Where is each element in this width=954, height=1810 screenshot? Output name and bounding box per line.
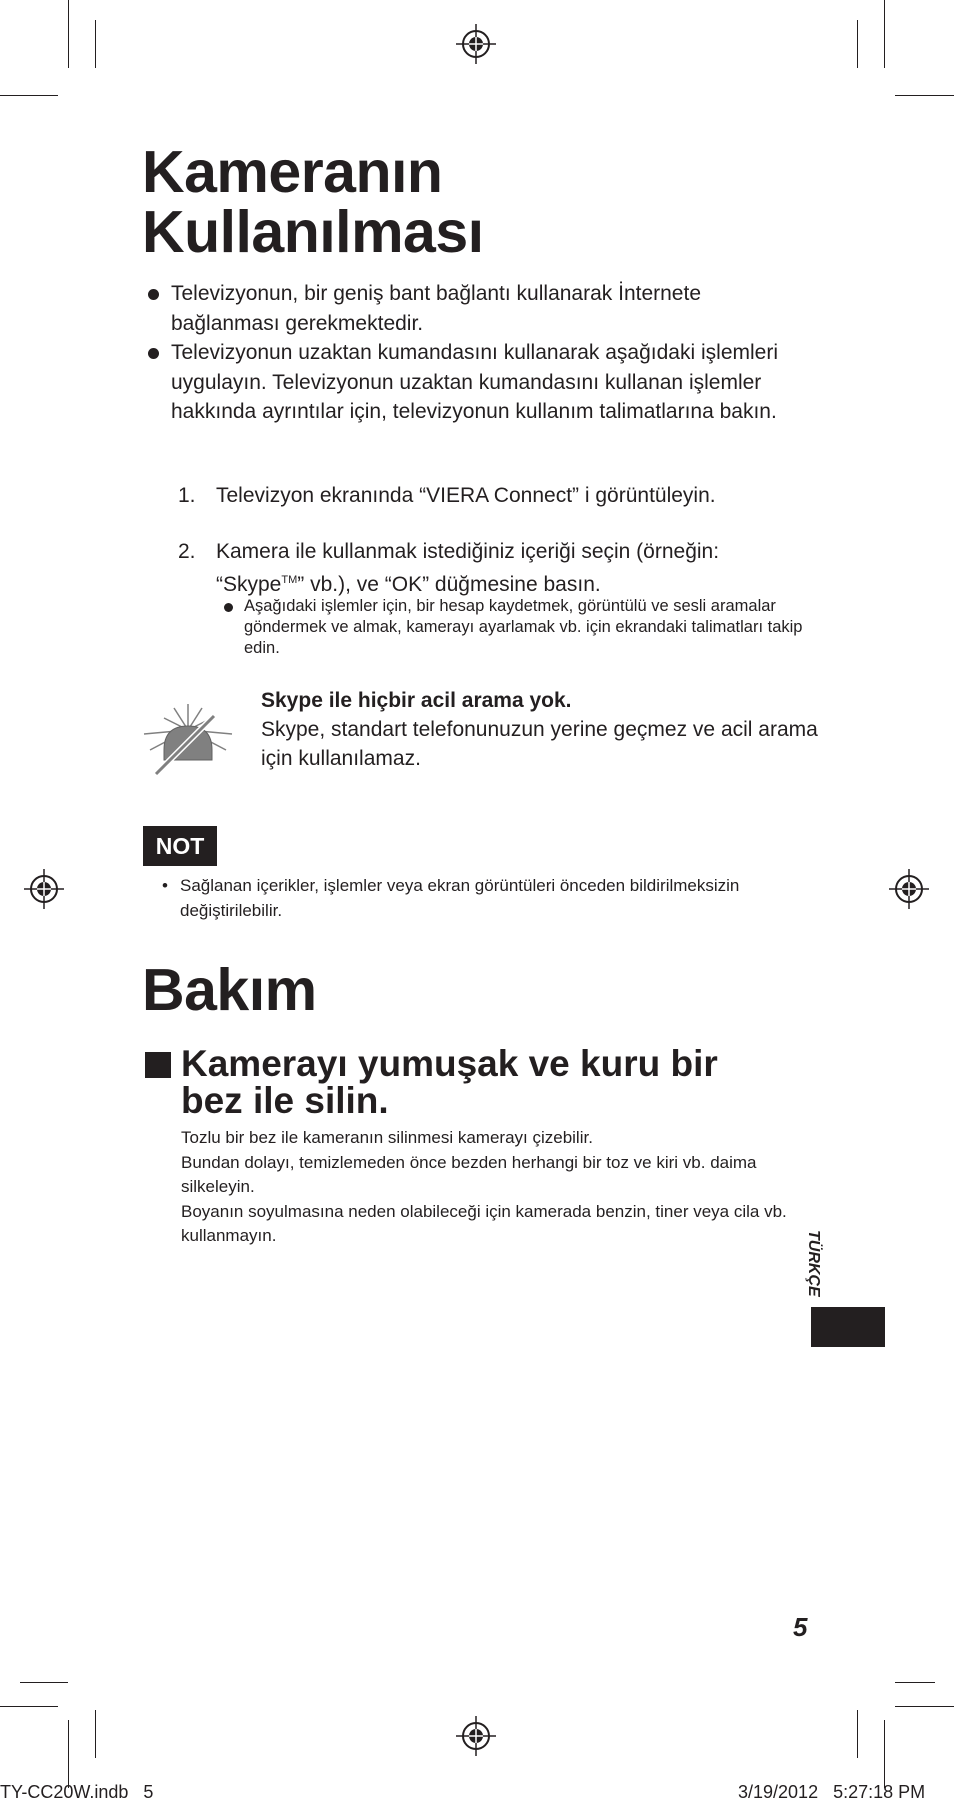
- paragraph-line: Bundan dolayı, temizlemeden önce bezden herhangi bir toz ve kiri vb. daima silkeleyin.: [181, 1152, 757, 1196]
- note-text: Sağlanan içerikler, işlemler veya ekran görüntüleri önceden bildirilmeksizin değiştirilebilir.: [180, 876, 740, 920]
- crop-mark: [68, 1720, 69, 1788]
- paragraph-line: Tozlu bir bez ile kameranın silinmesi kamerayı çizebilir.: [181, 1128, 593, 1147]
- emergency-warning: [261, 686, 821, 773]
- page-number: 5: [793, 1612, 808, 1642]
- requirements-list: [146, 279, 786, 427]
- registration-mark-icon: [889, 869, 929, 909]
- crop-mark: [95, 20, 96, 68]
- step-number: 2.: [178, 540, 196, 563]
- registration-mark-icon: [456, 24, 496, 64]
- subheading-line: Kamerayı yumuşak ve kuru bir: [181, 1043, 718, 1084]
- language-label: TÜRKÇE: [805, 1230, 822, 1297]
- bullet-icon: [224, 603, 233, 612]
- crop-mark: [895, 95, 954, 96]
- step-text-line: [216, 566, 806, 599]
- subheading-line: bez ile silin.: [181, 1080, 389, 1121]
- registration-mark-icon: [456, 1716, 496, 1756]
- step-number: 1.: [178, 484, 196, 507]
- title-line: Kullanılması: [142, 199, 484, 265]
- crop-mark: [857, 20, 858, 68]
- step-text-part: ” vb.), ve “OK” düğmesine basın.: [297, 573, 601, 596]
- bullet-icon: [148, 348, 159, 359]
- crop-mark: [895, 1706, 954, 1707]
- crop-mark: [895, 1682, 935, 1683]
- crop-mark: [884, 1720, 885, 1788]
- crop-mark: [20, 1682, 68, 1683]
- footer-datetime: 3/19/2012 5:27:18 PM: [738, 1782, 926, 1802]
- sub-bullet: [218, 596, 808, 659]
- section-title-maintenance: Bakım: [142, 957, 317, 1023]
- note-item: [162, 873, 780, 923]
- subheading-text: [181, 1045, 821, 1119]
- list-item-text: Televizyonun, bir geniş bant bağlantı kullanarak İnternete bağlanması gerekmektedir.: [171, 282, 702, 335]
- bullet-icon: [148, 289, 159, 300]
- warning-title: Skype ile hiçbir acil arama yok.: [261, 689, 572, 712]
- no-emergency-call-icon: [140, 700, 236, 780]
- language-tab: [811, 1307, 885, 1347]
- maintenance-text: [181, 1126, 801, 1249]
- title-line: Kameranın: [142, 139, 443, 205]
- crop-mark: [0, 1706, 58, 1707]
- step-text-part: “Skype: [216, 573, 282, 596]
- note-label: NOT: [143, 826, 217, 866]
- crop-mark: [0, 95, 58, 96]
- sub-bullet-text: Aşağıdaki işlemler için, bir hesap kaydetmek, görüntülü ve sesli aramalar göndermek ve almak, kamerayı ayarlamak vb. için ekrandaki talimatları takip edin.: [244, 597, 803, 657]
- warning-text: Skype, standart telefonunuzun yerine geçmez ve acil arama için kullanılamaz.: [261, 718, 818, 770]
- step-text: [216, 537, 806, 599]
- crop-mark: [884, 0, 885, 68]
- list-item: [146, 338, 786, 427]
- trademark-mark: TM: [281, 574, 298, 586]
- bullet-mark: •: [162, 876, 168, 895]
- crop-mark: [95, 1710, 96, 1758]
- crop-mark: [68, 0, 69, 68]
- list-item-text: Televizyonun uzaktan kumandasını kullanarak aşağıdaki işlemleri uygulayın. Televizyonun uzaktan kumandasını kullanan işlemler hakkında ayrıntılar için, televizyonun kullanım talimatlarına bakın.: [171, 341, 778, 423]
- registration-mark-icon: [24, 869, 64, 909]
- step-text-line: Kamera ile kullanmak istediğiniz içeriği seçin (örneğin:: [216, 540, 720, 563]
- paragraph-line: Boyanın soyulmasına neden olabileceği için kamerada benzin, tiner veya cila vb. kullanmayın.: [181, 1201, 787, 1245]
- square-bullet-icon: [145, 1052, 171, 1078]
- step-text: Televizyon ekranında “VIERA Connect” i görüntüleyin.: [216, 484, 716, 507]
- list-item: [146, 279, 786, 338]
- crop-mark: [857, 1710, 858, 1758]
- footer-file: TY-CC20W.indb 5: [0, 1782, 154, 1802]
- section-title-camera-usage: [142, 139, 484, 265]
